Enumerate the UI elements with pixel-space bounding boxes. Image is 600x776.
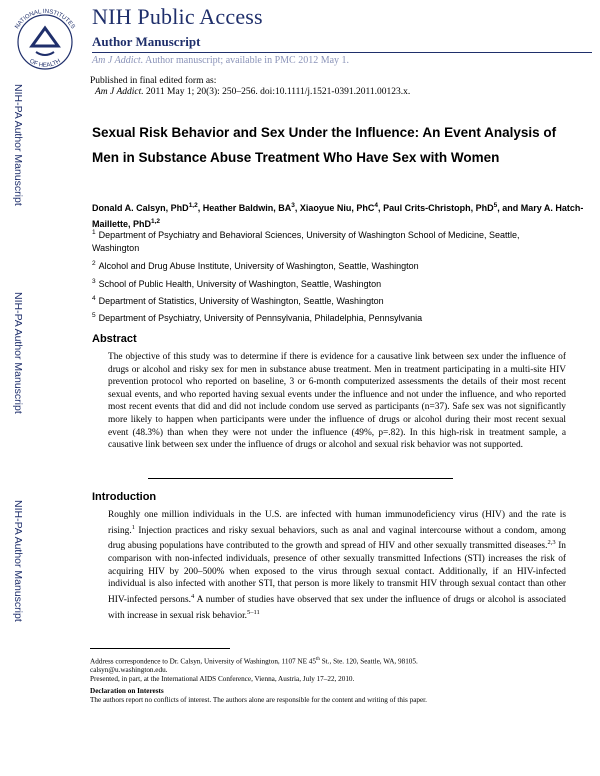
affiliation-text: Department of Psychiatry, University of Pennsylvania, Philadelphia, Pennsylvania [98,313,423,323]
correspondence-email: calsyn@u.washington.edu. [90,666,168,675]
header-subtitle: Author Manuscript [92,34,201,49]
author-name: Heather Baldwin, BA [202,203,292,213]
citation-journal: Am J Addict. [95,87,144,97]
ordinal-suffix: th [316,657,320,662]
correspondence-address: Address correspondence to Dr. Calsyn, University of Washington, 1107 NE 45 [90,657,316,666]
availability-note: Author manuscript; available in PMC 2012 May 1. [145,55,350,66]
author-separator: , [294,203,300,213]
author-affiliation-ref: 5 [493,202,498,209]
author-affiliation-ref: 4 [374,202,379,209]
author-name: Xiaoyue Niu, PhC [299,203,375,213]
header-journal-note [92,55,349,66]
citation-line [95,87,410,97]
affiliation-4 [92,292,562,308]
introduction-text: In comparison with non-infected individuals, presence of other sexually transmitted Infections (STI) increases the risk of acquiring HIV by 200–500% when exposed to the virus through sexual contact. Additionally, if an HIV-infected individual is also infected with another STI, that person is more likely to transmit HIV through sexual contact than other HIV-infected persons. [108,541,566,605]
side-label-top: NIH-PA Author Manuscript [12,84,24,206]
affiliation-2 [92,257,562,273]
seal-text-top: NATIONAL INSTITUTES [14,8,76,31]
side-label-bottom: NIH-PA Author Manuscript [12,500,24,622]
author-affiliation-ref: 1,2 [188,202,198,209]
introduction-text: Roughly one million individuals in the U.S. are infected with human immunodeficiency virus (HIV) and the rate is rising. [108,510,566,536]
affiliation-text: Alcohol and Drug Abuse Institute, University of Washington, Seattle, Washington [98,261,419,271]
author-affiliation-ref: 1,2 [151,218,161,225]
side-label-middle: NIH-PA Author Manuscript [12,292,24,414]
author-separator: , and [497,203,521,213]
affiliation-number: 5 [92,312,96,319]
author-separator: , [197,203,203,213]
abstract-heading: Abstract [92,333,137,345]
author-separator: , [378,203,384,213]
svg-text:OF HEALTH [28,58,61,68]
affiliation-text: Department of Statistics, University of Washington, Seattle, Washington [98,296,384,306]
citation-details: 2011 May 1; 20(3): 250–256. doi:10.1111/j.1521-0391.2011.00123.x. [146,87,411,97]
header-divider [92,52,592,53]
abstract-text: The objective of this study was to determine if there is evidence for a causative link between sex under the influence of drugs or alcohol and risky sex for men in substance abuse treatment. Men in treatment participating in a multi-site HIV prevention protocol who reported on baseline, 3 or 6-month computerized assessments the details of their most recent sexual events, and who reported having sexual events under the influence and not under the influence, and who reported most recent events that did and did not include condom use served as participants (n=37). Safe sex was not significantly more likely to happen when participants were under the influence of drugs or alcohol during their most recent sexual event (48.3%) than when they were not under the influence (49%, p=.82). In this high-risk in treatment sample, a causative link between sex under the influence of drugs or alcohol and sexual risk behavior was not supported. [108,352,566,451]
published-in-label: Published in final edited form as: [90,76,217,86]
citation-ref: 5–11 [247,608,260,616]
affiliation-text: School of Public Health, University of Washington, Seattle, Washington [98,279,382,289]
affiliation-3 [92,275,562,291]
citation-ref: 1 [131,523,135,531]
introduction-paragraph [108,509,566,622]
correspondence-address-end: St., Ste. 120, Seattle, WA, 98105. [319,657,418,666]
affiliation-1 [92,226,562,255]
affiliation-5 [92,309,562,325]
article-title: Sexual Risk Behavior and Sex Under the Influence: An Event Analysis of Men in Substance Abuse Treatment Who Have Sex with Women [92,125,557,165]
declaration-heading: Declaration on Interests [90,687,164,695]
author-name: Mary A. Hatch-Maillette, PhD [92,203,584,229]
nih-seal-logo [6,6,84,72]
header-title: NIH Public Access [92,4,263,29]
seal-text-bottom: OF HEALTH [28,58,62,69]
citation-ref: 2,3 [547,539,556,547]
author-name: Donald A. Calsyn, PhD [92,203,189,213]
introduction-heading: Introduction [92,491,157,503]
affiliation-number: 1 [92,229,96,236]
author-name: Paul Crits-Christoph, PhD [383,203,494,213]
journal-abbrev: Am J Addict. [92,55,144,66]
affiliation-number: 3 [92,278,96,285]
correspondence-footnote [90,655,418,675]
declaration-text: The authors report no conflicts of interest. The authors alone are responsible for the content and writing of this paper. [90,696,427,704]
citation-ref: 4 [190,592,195,600]
affiliation-number: 4 [92,295,96,302]
introduction-text: A number of studies have observed that sex under the influence of drugs or alcohol is associated with increase in sexual risk behavior. [108,594,566,621]
footnote-divider [90,648,230,649]
abstract-divider [148,478,453,479]
affiliation-text: Department of Psychiatry and Behavioral Sciences, University of Washington School of Medicine, Seattle, Washington [92,230,520,253]
introduction-text: Injection practices and risky sexual behaviors, such as anal and vaginal intercourse without a condom, among drug abusing populations have contributed to the growth and spread of HIV and other sexually transmitted diseases. [108,525,566,552]
presented-footnote: Presented, in part, at the International AIDS Conference, Vienna, Austria, July 17–22, 2010. [90,675,355,683]
affiliation-number: 2 [92,260,96,267]
author-affiliation-ref: 3 [291,202,295,209]
